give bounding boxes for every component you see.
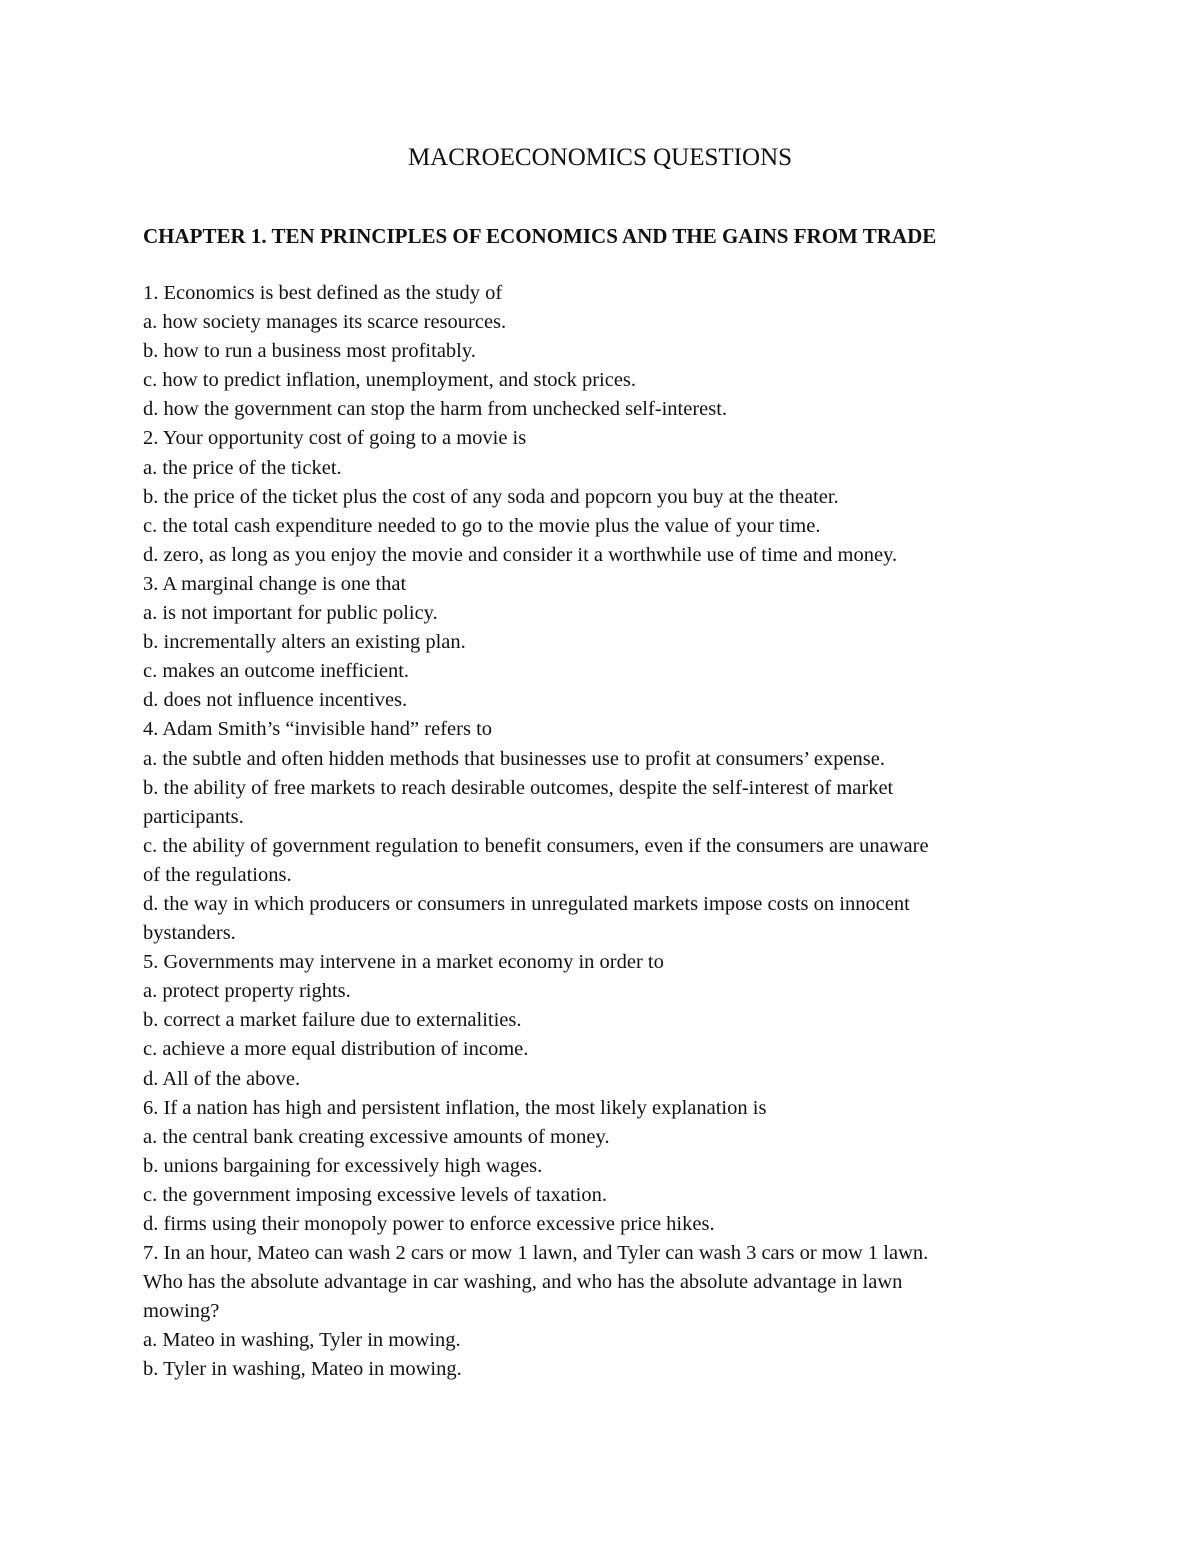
answer-option: a. the central bank creating excessive amounts of money. <box>143 1125 610 1148</box>
answer-option: a. Mateo in washing, Tyler in mowing. <box>143 1329 461 1352</box>
answer-option: c. the total cash expenditure needed to go to the movie plus the value of your time. <box>143 514 821 537</box>
answer-option: b. Tyler in washing, Mateo in mowing. <box>143 1358 462 1381</box>
answer-option: b. unions bargaining for excessively high wages. <box>143 1154 543 1177</box>
answer-option: d. All of the above. <box>143 1067 301 1090</box>
question-text: 7. In an hour, Mateo can wash 2 cars or mow 1 lawn, and Tyler can wash 3 cars or mow 1 lawn. <box>143 1242 929 1265</box>
question-list <box>143 279 1063 1385</box>
answer-option: c. achieve a more equal distribution of income. <box>143 1038 529 1061</box>
answer-option: a. is not important for public policy. <box>143 602 438 625</box>
chapter-heading: CHAPTER 1. TEN PRINCIPLES OF ECONOMICS AND THE GAINS FROM TRADE <box>143 224 937 248</box>
answer-option: a. the price of the ticket. <box>143 456 342 479</box>
answer-option: a. how society manages its scarce resources. <box>143 311 507 334</box>
text-line: of the regulations. <box>143 863 292 886</box>
question-text: 6. If a nation has high and persistent inflation, the most likely explanation is <box>143 1096 767 1119</box>
answer-option: a. the subtle and often hidden methods that businesses use to profit at consumers’ expense. <box>143 747 886 770</box>
question-text: 5. Governments may intervene in a market economy in order to <box>143 951 664 974</box>
answer-option: c. the government imposing excessive levels of taxation. <box>143 1183 607 1206</box>
question-text: 1. Economics is best defined as the study of <box>143 282 503 304</box>
answer-option: d. how the government can stop the harm from unchecked self-interest. <box>143 398 728 421</box>
text-line: mowing? <box>143 1300 220 1323</box>
answer-option: d. firms using their monopoly power to enforce excessive price hikes. <box>143 1213 715 1235</box>
question-text: 3. A marginal change is one that <box>143 572 407 595</box>
question-text: 2. Your opportunity cost of going to a movie is <box>143 427 527 450</box>
answer-option: b. correct a market failure due to externalities. <box>143 1009 522 1032</box>
question-text: 4. Adam Smith’s “invisible hand” refers to <box>143 718 493 741</box>
answer-option: b. incrementally alters an existing plan. <box>143 631 466 654</box>
text-line: Who has the absolute advantage in car washing, and who has the absolute advantage in lawn <box>143 1271 903 1294</box>
text-line: bystanders. <box>143 922 236 945</box>
answer-option: d. the way in which producers or consumers in unregulated markets impose costs on innocent <box>143 892 910 915</box>
document-title: MACROECONOMICS QUESTIONS <box>407 144 793 171</box>
answer-option: b. the price of the ticket plus the cost of any soda and popcorn you buy at the theater. <box>143 485 839 508</box>
answer-option: c. makes an outcome inefficient. <box>143 660 410 683</box>
answer-option: c. how to predict inflation, unemployment, and stock prices. <box>143 369 637 392</box>
answer-option: b. how to run a business most profitably. <box>143 340 476 363</box>
text-line: participants. <box>143 805 244 828</box>
answer-option: d. does not influence incentives. <box>143 689 408 712</box>
answer-option: b. the ability of free markets to reach desirable outcomes, despite the self-interest of market <box>143 776 894 799</box>
answer-option: c. the ability of government regulation to benefit consumers, even if the consumers are unaware <box>143 834 929 857</box>
answer-option: d. zero, as long as you enjoy the movie and consider it a worthwhile use of time and money. <box>143 543 898 566</box>
answer-option: a. protect property rights. <box>143 980 351 1003</box>
